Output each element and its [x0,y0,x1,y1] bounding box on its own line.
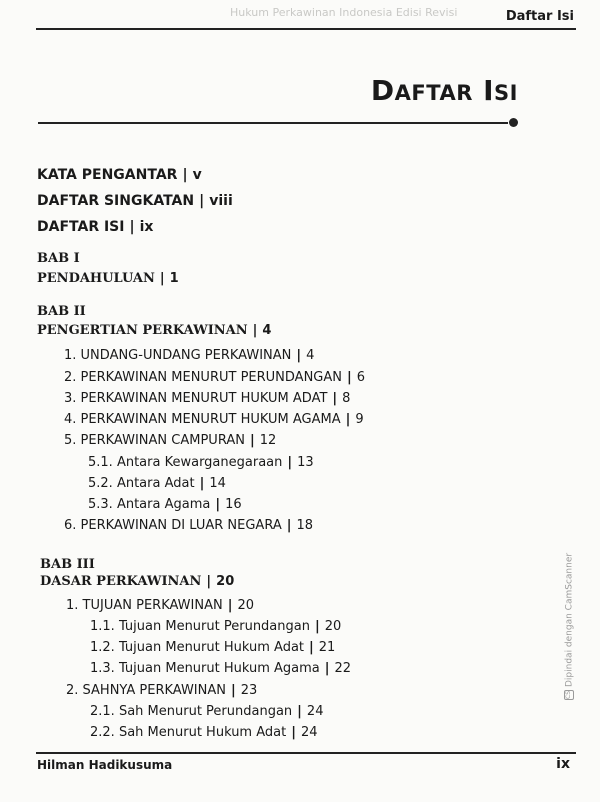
toc-label: PERKAWINAN MENURUT PERUNDANGAN [80,370,342,385]
separator: | [346,370,352,385]
item-number: 2. [66,683,79,698]
item-number: 5.2. [88,476,113,491]
toc-label: KATA PENGANTAR [37,167,178,183]
toc-label: PENGERTIAN PERKAWINAN [37,323,248,338]
toc-label: Tujuan Menurut Perundangan [118,619,310,634]
separator: | [159,271,165,286]
page-title [371,74,518,107]
separator: | [296,348,302,363]
item-number: 2.1. [90,704,115,719]
toc-label: PERKAWINAN DI LUAR NEGARA [80,518,282,533]
toc-entry[interactable] [64,369,365,387]
item-number: 4. [64,412,77,427]
footer-rule [36,752,576,754]
toc-subentry[interactable] [90,639,335,657]
toc-label: Sah Menurut Perundangan [118,704,293,719]
watermark-text: Dipindai dengan CamScanner [564,552,575,687]
toc-entry-kata-pengantar[interactable] [37,166,202,184]
chapter-heading-bab-1: BAB I [37,251,80,266]
toc-page: 23 [240,683,258,698]
separator: | [249,433,255,448]
toc-label: TUJUAN PERKAWINAN [82,598,223,613]
toc-page: 8 [342,391,351,406]
toc-label: PENDAHULUAN [37,271,155,286]
toc-page: 4 [262,323,272,338]
toc-entry[interactable] [64,432,276,450]
item-number: 6. [64,518,77,533]
item-number: 1.2. [90,640,115,655]
separator: | [309,640,314,655]
toc-label: UNDANG-UNDANG PERKAWINAN [80,348,292,363]
toc-label: PERKAWINAN MENURUT HUKUM ADAT [80,391,328,406]
item-number: 5. [64,433,77,448]
toc-entry[interactable] [64,347,314,365]
toc-page: 20 [216,574,235,589]
toc-page: 20 [237,598,254,613]
title-rule-dot [509,118,518,127]
toc-page: v [192,167,202,183]
header-rule [36,28,576,30]
page-title-text: DAFTAR ISI [370,74,518,107]
separator: | [199,193,205,209]
toc-label: Tujuan Menurut Hukum Agama [118,661,320,676]
running-header: Daftar Isi [505,9,574,24]
item-number: 5.1. [88,455,113,470]
toc-page: 24 [306,704,324,719]
camscanner-icon: CS [565,691,572,699]
separator: | [252,323,258,338]
toc-entry-pendahuluan[interactable] [37,270,179,288]
toc-page: 9 [355,412,364,427]
separator: | [227,598,233,613]
separator: | [182,167,188,183]
separator: | [297,704,302,719]
toc-page: 14 [209,476,226,491]
toc-label: PERKAWINAN MENURUT HUKUM AGAMA [80,412,341,427]
item-number: 2. [64,370,77,385]
toc-label: Antara Agama [116,497,211,512]
toc-page: 24 [300,725,318,740]
title-rule [38,122,508,124]
toc-page: 18 [296,518,314,533]
separator: | [286,518,292,533]
toc-label: Antara Kewarganegaraan [116,455,283,470]
toc-label: DAFTAR SINGKATAN [37,193,195,209]
separator: | [332,391,338,406]
separator: | [291,725,296,740]
separator: | [231,683,236,698]
item-number: 1. [64,348,77,363]
toc-page: 13 [297,455,314,470]
toc-label: Antara Adat [116,476,195,491]
item-number: 5.3. [88,497,113,512]
toc-page: 16 [225,497,242,512]
toc-entry-pengertian-perkawinan[interactable] [37,322,271,340]
toc-subentry[interactable] [90,660,351,678]
item-number: 1.3. [90,661,115,676]
toc-page: 20 [324,619,342,634]
toc-page: 4 [306,348,315,363]
separator: | [314,619,320,634]
toc-subentry[interactable] [88,454,314,472]
item-number: 2.2. [90,725,115,740]
toc-subentry[interactable] [88,496,242,514]
toc-page: 12 [259,433,277,448]
separator: | [215,497,221,512]
scanner-watermark [564,553,575,700]
toc-entry[interactable] [66,682,257,700]
toc-subentry[interactable] [90,703,323,721]
chapter-heading-bab-3: BAB III [40,557,95,572]
toc-entry-dasar-perkawinan[interactable] [40,573,234,591]
toc-subentry[interactable] [90,618,341,636]
toc-page: 22 [334,661,352,676]
separator: | [199,476,205,491]
footer-page-number: ix [556,756,570,772]
toc-subentry[interactable] [88,475,226,493]
toc-entry-daftar-isi[interactable] [37,218,153,236]
toc-label: PERKAWINAN CAMPURAN [80,433,245,448]
toc-subentry[interactable] [90,724,318,742]
separator: | [345,412,351,427]
chapter-heading-bab-2: BAB II [37,304,86,319]
toc-entry[interactable] [64,390,350,408]
footer-author: Hilman Hadikusuma [37,758,173,772]
item-number: 3. [64,391,77,406]
toc-page: 1 [169,271,179,286]
toc-entry[interactable] [66,597,254,615]
separator: | [324,661,330,676]
bleed-through-text: Hukum Perkawinan Indonesia Edisi Revisi [230,6,458,19]
toc-entry[interactable] [64,411,364,429]
toc-label: SAHNYA PERKAWINAN [82,683,226,698]
toc-label: Tujuan Menurut Hukum Adat [118,640,305,655]
toc-page: ix [139,219,154,235]
toc-label: DAFTAR ISI [37,219,125,235]
item-number: 1. [66,598,79,613]
toc-entry-daftar-singkatan[interactable] [37,192,233,210]
separator: | [129,219,135,235]
toc-page: viii [209,193,233,209]
toc-page: 6 [356,370,366,385]
toc-page: 21 [318,640,336,655]
separator: | [287,455,293,470]
toc-label: Sah Menurut Hukum Adat [118,725,287,740]
toc-label: DASAR PERKAWINAN [40,574,202,589]
separator: | [206,574,212,589]
item-number: 1.1. [90,619,115,634]
toc-entry[interactable] [64,517,313,535]
